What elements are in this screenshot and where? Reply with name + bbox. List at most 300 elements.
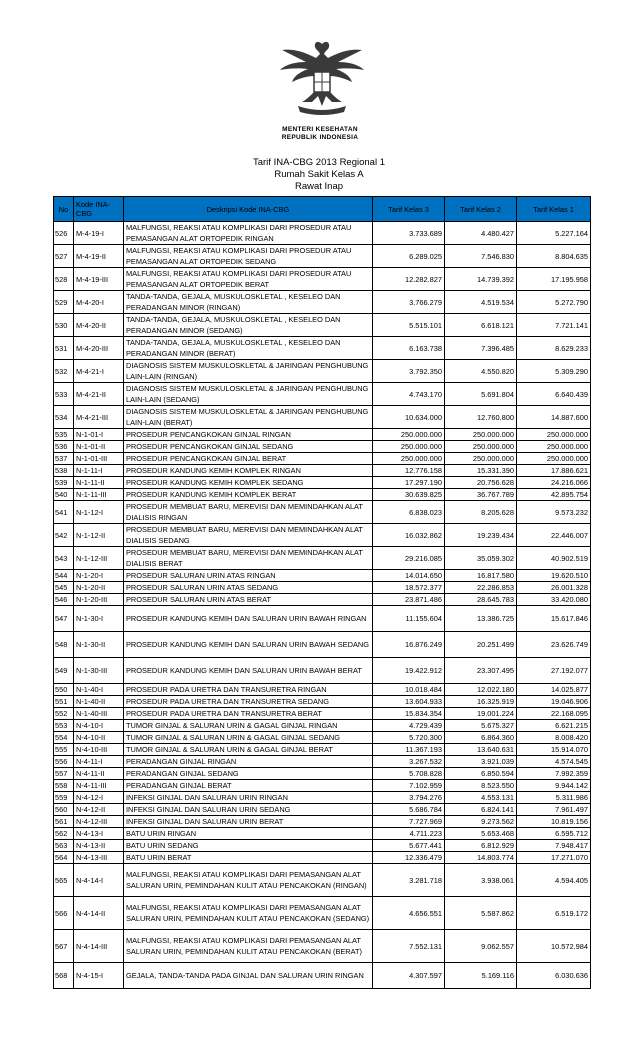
table-row [54,744,591,756]
column-header-no: No [54,197,74,222]
cell-tarif-kelas-1: 27.192.077 [517,658,591,684]
ministry-name [256,126,384,142]
table-row [54,501,591,524]
cell-no: 555 [54,744,74,756]
table-row [54,383,591,406]
cell-tarif-kelas-2: 15.331.390 [445,465,517,477]
cell-tarif-kelas-3: 3.792.350 [373,360,445,383]
cell-tarif-kelas-2: 4.519.534 [445,291,517,314]
cell-no: 527 [54,245,74,268]
cell-description: PROSEDUR MEMBUAT BARU, MEREVISI DAN MEMINDAHKAN ALAT DIALISIS RINGAN [124,501,373,524]
cell-tarif-kelas-1: 14.887.600 [517,406,591,429]
table-row [54,658,591,684]
cell-tarif-kelas-3: 16.032.862 [373,524,445,547]
cell-description: PROSEDUR SALURAN URIN ATAS BERAT [124,594,373,606]
cell-code: M-4-21-III [74,406,124,429]
cell-no: 542 [54,524,74,547]
cell-tarif-kelas-1: 7.948.417 [517,840,591,852]
cell-tarif-kelas-1: 19.620.510 [517,570,591,582]
cell-description: PROSEDUR PADA URETRA DAN TRANSURETRA RINGAN [124,684,373,696]
table-row [54,792,591,804]
cell-tarif-kelas-3: 3.766.279 [373,291,445,314]
table-row [54,804,591,816]
cell-no: 568 [54,963,74,989]
cell-no: 543 [54,547,74,570]
cell-description: INFEKSI GINJAL DAN SALURAN URIN RINGAN [124,792,373,804]
cell-code: N-1-30-I [74,606,124,632]
cell-tarif-kelas-3: 7.102.959 [373,780,445,792]
cell-no: 552 [54,708,74,720]
cell-tarif-kelas-1: 15.617.846 [517,606,591,632]
cell-code: N-1-12-III [74,547,124,570]
cell-no: 539 [54,477,74,489]
cell-tarif-kelas-3: 4.729.439 [373,720,445,732]
cell-tarif-kelas-1: 7.992.359 [517,768,591,780]
cell-tarif-kelas-3: 29.216.085 [373,547,445,570]
cell-no: 532 [54,360,74,383]
column-header-class-2: Tarif Kelas 2 [445,197,517,222]
cell-code: N-4-12-I [74,792,124,804]
cell-tarif-kelas-2: 8.523.550 [445,780,517,792]
cell-no: 560 [54,804,74,816]
cell-tarif-kelas-3: 12.776.158 [373,465,445,477]
cell-description: BATU URIN RINGAN [124,828,373,840]
table-row [54,406,591,429]
cell-tarif-kelas-1: 15.914.070 [517,744,591,756]
cell-tarif-kelas-3: 11.155.604 [373,606,445,632]
cell-no: 541 [54,501,74,524]
title-line-3: Rawat Inap [294,181,344,192]
cell-description: MALFUNGSI, REAKSI ATAU KOMPLIKASI DARI PROSEDUR ATAU PEMASANGAN ALAT ORTOPEDIK SEDANG [124,245,373,268]
cell-description: PROSEDUR PADA URETRA DAN TRANSURETRA SEDANG [124,696,373,708]
cell-tarif-kelas-3: 5.686.784 [373,804,445,816]
cell-tarif-kelas-2: 4.553.131 [445,792,517,804]
cell-tarif-kelas-1: 5.227.164 [517,222,591,245]
cell-code: M-4-20-II [74,314,124,337]
cell-tarif-kelas-2: 7.396.485 [445,337,517,360]
cell-tarif-kelas-3: 250.000.000 [373,453,445,465]
cell-code: N-4-13-II [74,840,124,852]
table-row [54,489,591,501]
cell-tarif-kelas-2: 5.169.116 [445,963,517,989]
cell-tarif-kelas-1: 4.594.405 [517,864,591,897]
cell-description: PROSEDUR KANDUNG KEMIH DAN SALURAN URIN BAWAH BERAT [124,658,373,684]
cell-no: 551 [54,696,74,708]
cell-tarif-kelas-2: 23.307.495 [445,658,517,684]
cell-tarif-kelas-3: 10.634.000 [373,406,445,429]
cell-no: 540 [54,489,74,501]
cell-description: PROSEDUR SALURAN URIN ATAS RINGAN [124,570,373,582]
document-titles [0,157,638,193]
cell-tarif-kelas-2: 22.286.853 [445,582,517,594]
cell-description: PERADANGAN GINJAL RINGAN [124,756,373,768]
cell-tarif-kelas-3: 17.297.190 [373,477,445,489]
cell-tarif-kelas-1: 26.001.328 [517,582,591,594]
cell-tarif-kelas-3: 19.422.912 [373,658,445,684]
cell-description: TUMOR GINJAL & SALURAN URIN & GAGAL GINJAL BERAT [124,744,373,756]
cell-tarif-kelas-3: 6.289.025 [373,245,445,268]
cell-tarif-kelas-2: 5.653.468 [445,828,517,840]
cell-description: MALFUNGSI, REAKSI ATAU KOMPLIKASI DARI PEMASANGAN ALAT SALURAN URIN, PEMINDAHAN KULIT ATAU PENCAKOKAN (SEDANG) [124,897,373,930]
cell-code: N-1-30-III [74,658,124,684]
cell-no: 545 [54,582,74,594]
table-row [54,963,591,989]
table-row [54,864,591,897]
cell-tarif-kelas-2: 4.480.427 [445,222,517,245]
ministry-line-1: MENTERI KESEHATAN [282,126,358,133]
column-header-class-1: Tarif Kelas 1 [517,197,591,222]
cell-tarif-kelas-3: 16.876.249 [373,632,445,658]
cell-description: DIAGNOSIS SISTEM MUSKULOSKLETAL & JARINGAN PENGHUBUNG LAIN-LAIN (RINGAN) [124,360,373,383]
cell-description: PROSEDUR MEMBUAT BARU, MEREVISI DAN MEMINDAHKAN ALAT DIALISIS BERAT [124,547,373,570]
table-row [54,720,591,732]
cell-no: 556 [54,756,74,768]
cell-tarif-kelas-2: 12.022.180 [445,684,517,696]
cell-no: 533 [54,383,74,406]
table-row [54,245,591,268]
cell-tarif-kelas-3: 13.604.933 [373,696,445,708]
cell-tarif-kelas-3: 12.336.479 [373,852,445,864]
cell-tarif-kelas-1: 6.519.172 [517,897,591,930]
table-row [54,708,591,720]
cell-tarif-kelas-2: 6.864.360 [445,732,517,744]
cell-tarif-kelas-3: 4.743.170 [373,383,445,406]
cell-tarif-kelas-3: 3.794.276 [373,792,445,804]
cell-code: N-4-10-II [74,732,124,744]
cell-tarif-kelas-3: 30.639.825 [373,489,445,501]
cell-description: PERADANGAN GINJAL BERAT [124,780,373,792]
cell-tarif-kelas-3: 4.307.597 [373,963,445,989]
cell-code: N-4-13-III [74,852,124,864]
table-row [54,756,591,768]
cell-description: PROSEDUR PENCANGKOKAN GINJAL BERAT [124,453,373,465]
cell-tarif-kelas-3: 6.163.738 [373,337,445,360]
cell-tarif-kelas-1: 14.025.877 [517,684,591,696]
cell-tarif-kelas-2: 16.817.580 [445,570,517,582]
cell-description: BATU URIN BERAT [124,852,373,864]
cell-code: M-4-19-III [74,268,124,291]
cell-tarif-kelas-1: 42.895.754 [517,489,591,501]
cell-tarif-kelas-3: 4.656.551 [373,897,445,930]
cell-tarif-kelas-1: 6.640.439 [517,383,591,406]
column-header-code: Kode INA-CBG [74,197,124,222]
cell-no: 567 [54,930,74,963]
cell-tarif-kelas-3: 4.711.223 [373,828,445,840]
cell-description: TUMOR GINJAL & SALURAN URIN & GAGAL GINJAL RINGAN [124,720,373,732]
cell-code: M-4-20-I [74,291,124,314]
cell-tarif-kelas-2: 5.587.862 [445,897,517,930]
cell-tarif-kelas-1: 6.621.215 [517,720,591,732]
cell-code: M-4-21-I [74,360,124,383]
cell-tarif-kelas-1: 17.886.621 [517,465,591,477]
cell-tarif-kelas-1: 250.000.000 [517,453,591,465]
cell-code: N-4-10-III [74,744,124,756]
cell-tarif-kelas-2: 13.386.725 [445,606,517,632]
cell-tarif-kelas-3: 23.871.486 [373,594,445,606]
table-row [54,337,591,360]
cell-code: N-1-01-I [74,429,124,441]
cell-tarif-kelas-3: 14.014.650 [373,570,445,582]
cell-tarif-kelas-3: 3.281.718 [373,864,445,897]
cell-description: MALFUNGSI, REAKSI ATAU KOMPLIKASI DARI PROSEDUR ATAU PEMASANGAN ALAT ORTOPEDIK RINGAN [124,222,373,245]
cell-tarif-kelas-1: 23.626.749 [517,632,591,658]
cell-tarif-kelas-2: 28.645.783 [445,594,517,606]
cell-code: N-1-40-II [74,696,124,708]
cell-tarif-kelas-2: 4.550.820 [445,360,517,383]
table-row [54,696,591,708]
cell-tarif-kelas-2: 5.675.327 [445,720,517,732]
cell-tarif-kelas-1: 22.168.095 [517,708,591,720]
cell-description: MALFUNGSI, REAKSI ATAU KOMPLIKASI DARI PROSEDUR ATAU PEMASANGAN ALAT ORTOPEDIK BERAT [124,268,373,291]
table-row [54,594,591,606]
cell-no: 530 [54,314,74,337]
cell-tarif-kelas-3: 250.000.000 [373,441,445,453]
table-row [54,840,591,852]
cell-tarif-kelas-1: 9.944.142 [517,780,591,792]
table-row [54,570,591,582]
cell-description: BATU URIN SEDANG [124,840,373,852]
cell-tarif-kelas-1: 40.902.519 [517,547,591,570]
cell-tarif-kelas-2: 6.812.929 [445,840,517,852]
cell-description: PROSEDUR KANDUNG KEMIH KOMPLEK RINGAN [124,465,373,477]
table-row [54,582,591,594]
cell-tarif-kelas-3: 5.708.828 [373,768,445,780]
cell-description: TANDA-TANDA, GEJALA, MUSKULOSKLETAL , KESELEO DAN PERADANGAN MINOR (SEDANG) [124,314,373,337]
title-line-2: Rumah Sakit Kelas A [274,169,364,180]
table-row [54,453,591,465]
cell-tarif-kelas-2: 16.325.919 [445,696,517,708]
table-row [54,429,591,441]
cell-code: N-4-12-III [74,816,124,828]
cell-tarif-kelas-2: 14.739.392 [445,268,517,291]
cell-description: MALFUNGSI, REAKSI ATAU KOMPLIKASI DARI PEMASANGAN ALAT SALURAN URIN, PEMINDAHAN KULIT ATAU PENCAKOKAN (BERAT) [124,930,373,963]
table-row [54,465,591,477]
cell-no: 559 [54,792,74,804]
cell-tarif-kelas-3: 7.727.969 [373,816,445,828]
cell-tarif-kelas-3: 5.677.441 [373,840,445,852]
cell-no: 538 [54,465,74,477]
cell-no: 544 [54,570,74,582]
cell-tarif-kelas-3: 10.018.484 [373,684,445,696]
table-row [54,268,591,291]
cell-description: TANDA-TANDA, GEJALA, MUSKULOSKLETAL , KESELEO DAN PERADANGAN MINOR (RINGAN) [124,291,373,314]
cell-code: M-4-19-II [74,245,124,268]
cell-code: N-1-40-I [74,684,124,696]
cell-tarif-kelas-1: 250.000.000 [517,429,591,441]
cell-description: PROSEDUR KANDUNG KEMIH DAN SALURAN URIN BAWAH SEDANG [124,632,373,658]
cell-description: PROSEDUR KANDUNG KEMIH KOMPLEK BERAT [124,489,373,501]
cell-code: N-1-40-III [74,708,124,720]
table-row [54,477,591,489]
cell-description: PROSEDUR SALURAN URIN ATAS SEDANG [124,582,373,594]
table-row [54,291,591,314]
cell-no: 546 [54,594,74,606]
cell-tarif-kelas-3: 5.720.300 [373,732,445,744]
table-row [54,524,591,547]
cell-code: N-4-11-III [74,780,124,792]
table-row [54,732,591,744]
cell-no: 537 [54,453,74,465]
table-row [54,606,591,632]
table-row [54,897,591,930]
cell-tarif-kelas-2: 6.850.594 [445,768,517,780]
cell-no: 564 [54,852,74,864]
cell-tarif-kelas-2: 13.640.631 [445,744,517,756]
column-header-class-3: Tarif Kelas 3 [373,197,445,222]
cell-description: PROSEDUR PADA URETRA DAN TRANSURETRA BERAT [124,708,373,720]
cell-tarif-kelas-2: 9.273.562 [445,816,517,828]
cell-no: 565 [54,864,74,897]
cell-no: 554 [54,732,74,744]
cell-code: N-4-13-I [74,828,124,840]
cell-tarif-kelas-1: 19.046.906 [517,696,591,708]
cell-no: 553 [54,720,74,732]
cell-description: PROSEDUR KANDUNG KEMIH DAN SALURAN URIN BAWAH RINGAN [124,606,373,632]
cell-no: 526 [54,222,74,245]
cell-tarif-kelas-3: 15.834.354 [373,708,445,720]
cell-tarif-kelas-2: 20.756.628 [445,477,517,489]
cell-tarif-kelas-2: 3.938.061 [445,864,517,897]
cell-no: 547 [54,606,74,632]
cell-code: N-1-30-II [74,632,124,658]
cell-code: N-1-20-I [74,570,124,582]
cell-tarif-kelas-1: 6.030.636 [517,963,591,989]
cell-no: 548 [54,632,74,658]
cell-tarif-kelas-3: 18.572.377 [373,582,445,594]
cell-tarif-kelas-2: 19.239.434 [445,524,517,547]
cell-description: PROSEDUR KANDUNG KEMIH KOMPLEK SEDANG [124,477,373,489]
cell-code: N-4-12-II [74,804,124,816]
cell-tarif-kelas-1: 5.272.790 [517,291,591,314]
cell-tarif-kelas-1: 10.819.156 [517,816,591,828]
cell-tarif-kelas-1: 22.446.007 [517,524,591,547]
cell-no: 528 [54,268,74,291]
table-row [54,632,591,658]
cell-no: 561 [54,816,74,828]
table-row [54,780,591,792]
table-row [54,930,591,963]
cell-tarif-kelas-3: 3.267.532 [373,756,445,768]
table-row [54,828,591,840]
table-row [54,684,591,696]
cell-no: 563 [54,840,74,852]
table-row [54,852,591,864]
cell-tarif-kelas-2: 3.921.039 [445,756,517,768]
cell-code: N-1-11-II [74,477,124,489]
cell-tarif-kelas-1: 8.629.233 [517,337,591,360]
cell-no: 531 [54,337,74,360]
cell-tarif-kelas-1: 6.595.712 [517,828,591,840]
cell-tarif-kelas-2: 20.251.499 [445,632,517,658]
table-header-row [54,197,591,222]
cell-no: 534 [54,406,74,429]
cell-no: 562 [54,828,74,840]
cell-tarif-kelas-1: 33.420.080 [517,594,591,606]
cell-code: N-1-01-II [74,441,124,453]
cell-tarif-kelas-1: 17.195.958 [517,268,591,291]
cell-code: N-1-20-III [74,594,124,606]
cell-tarif-kelas-2: 35.059.302 [445,547,517,570]
cell-code: N-4-14-III [74,930,124,963]
cell-tarif-kelas-2: 12.760.800 [445,406,517,429]
table-row [54,314,591,337]
cell-description: TANDA-TANDA, GEJALA, MUSKULOSKLETAL , KESELEO DAN PERADANGAN MINOR (BERAT) [124,337,373,360]
cell-description: INFEKSI GINJAL DAN SALURAN URIN BERAT [124,816,373,828]
cell-tarif-kelas-2: 14.803.774 [445,852,517,864]
cell-tarif-kelas-1: 24.216.066 [517,477,591,489]
cell-tarif-kelas-3: 12.282.827 [373,268,445,291]
cell-tarif-kelas-3: 11.367.193 [373,744,445,756]
cell-code: N-1-12-I [74,501,124,524]
cell-code: N-4-11-I [74,756,124,768]
cell-tarif-kelas-1: 10.572.984 [517,930,591,963]
cell-tarif-kelas-1: 8.804.635 [517,245,591,268]
cell-code: N-1-01-III [74,453,124,465]
cell-tarif-kelas-2: 7.546.830 [445,245,517,268]
cell-tarif-kelas-1: 7.961.497 [517,804,591,816]
cell-tarif-kelas-2: 5.691.804 [445,383,517,406]
tariff-table [53,196,591,989]
table-row [54,768,591,780]
cell-code: N-4-15-I [74,963,124,989]
table-row [54,816,591,828]
table-row [54,547,591,570]
cell-tarif-kelas-1: 8.008.420 [517,732,591,744]
cell-code: M-4-20-III [74,337,124,360]
cell-tarif-kelas-1: 9.573.232 [517,501,591,524]
cell-no: 529 [54,291,74,314]
cell-code: N-1-20-II [74,582,124,594]
cell-code: N-1-11-I [74,465,124,477]
cell-code: N-4-14-I [74,864,124,897]
ministry-line-2: REPUBLIK INDONESIA [281,134,359,141]
cell-tarif-kelas-1: 5.311.986 [517,792,591,804]
cell-tarif-kelas-1: 250.000.000 [517,441,591,453]
cell-code: N-1-11-III [74,489,124,501]
cell-description: MALFUNGSI, REAKSI ATAU KOMPLIKASI DARI PEMASANGAN ALAT SALURAN URIN, PEMINDAHAN KULIT ATAU PENCAKOKAN (RINGAN) [124,864,373,897]
cell-tarif-kelas-2: 36.767.789 [445,489,517,501]
table-row [54,441,591,453]
cell-no: 566 [54,897,74,930]
cell-tarif-kelas-1: 5.309.290 [517,360,591,383]
table-row [54,360,591,383]
cell-code: M-4-19-I [74,222,124,245]
cell-no: 557 [54,768,74,780]
cell-tarif-kelas-1: 4.574.545 [517,756,591,768]
cell-description: GEJALA, TANDA-TANDA PADA GINJAL DAN SALURAN URIN RINGAN [124,963,373,989]
cell-tarif-kelas-1: 7.721.141 [517,314,591,337]
cell-tarif-kelas-2: 6.618.121 [445,314,517,337]
cell-no: 549 [54,658,74,684]
cell-tarif-kelas-3: 6.838.023 [373,501,445,524]
cell-tarif-kelas-2: 250.000.000 [445,441,517,453]
cell-no: 535 [54,429,74,441]
cell-description: PROSEDUR PENCANGKOKAN GINJAL SEDANG [124,441,373,453]
cell-tarif-kelas-3: 5.515.101 [373,314,445,337]
table-row [54,222,591,245]
cell-tarif-kelas-2: 19.001.224 [445,708,517,720]
cell-description: DIAGNOSIS SISTEM MUSKULOSKLETAL & JARINGAN PENGHUBUNG LAIN-LAIN (BERAT) [124,406,373,429]
cell-tarif-kelas-3: 3.733.689 [373,222,445,245]
cell-description: INFEKSI GINJAL DAN SALURAN URIN SEDANG [124,804,373,816]
cell-tarif-kelas-2: 8.205.628 [445,501,517,524]
cell-description: PROSEDUR PENCANGKOKAN GINJAL RINGAN [124,429,373,441]
cell-no: 550 [54,684,74,696]
cell-no: 536 [54,441,74,453]
cell-tarif-kelas-3: 7.552.131 [373,930,445,963]
cell-tarif-kelas-2: 6.824.141 [445,804,517,816]
cell-code: N-4-11-II [74,768,124,780]
